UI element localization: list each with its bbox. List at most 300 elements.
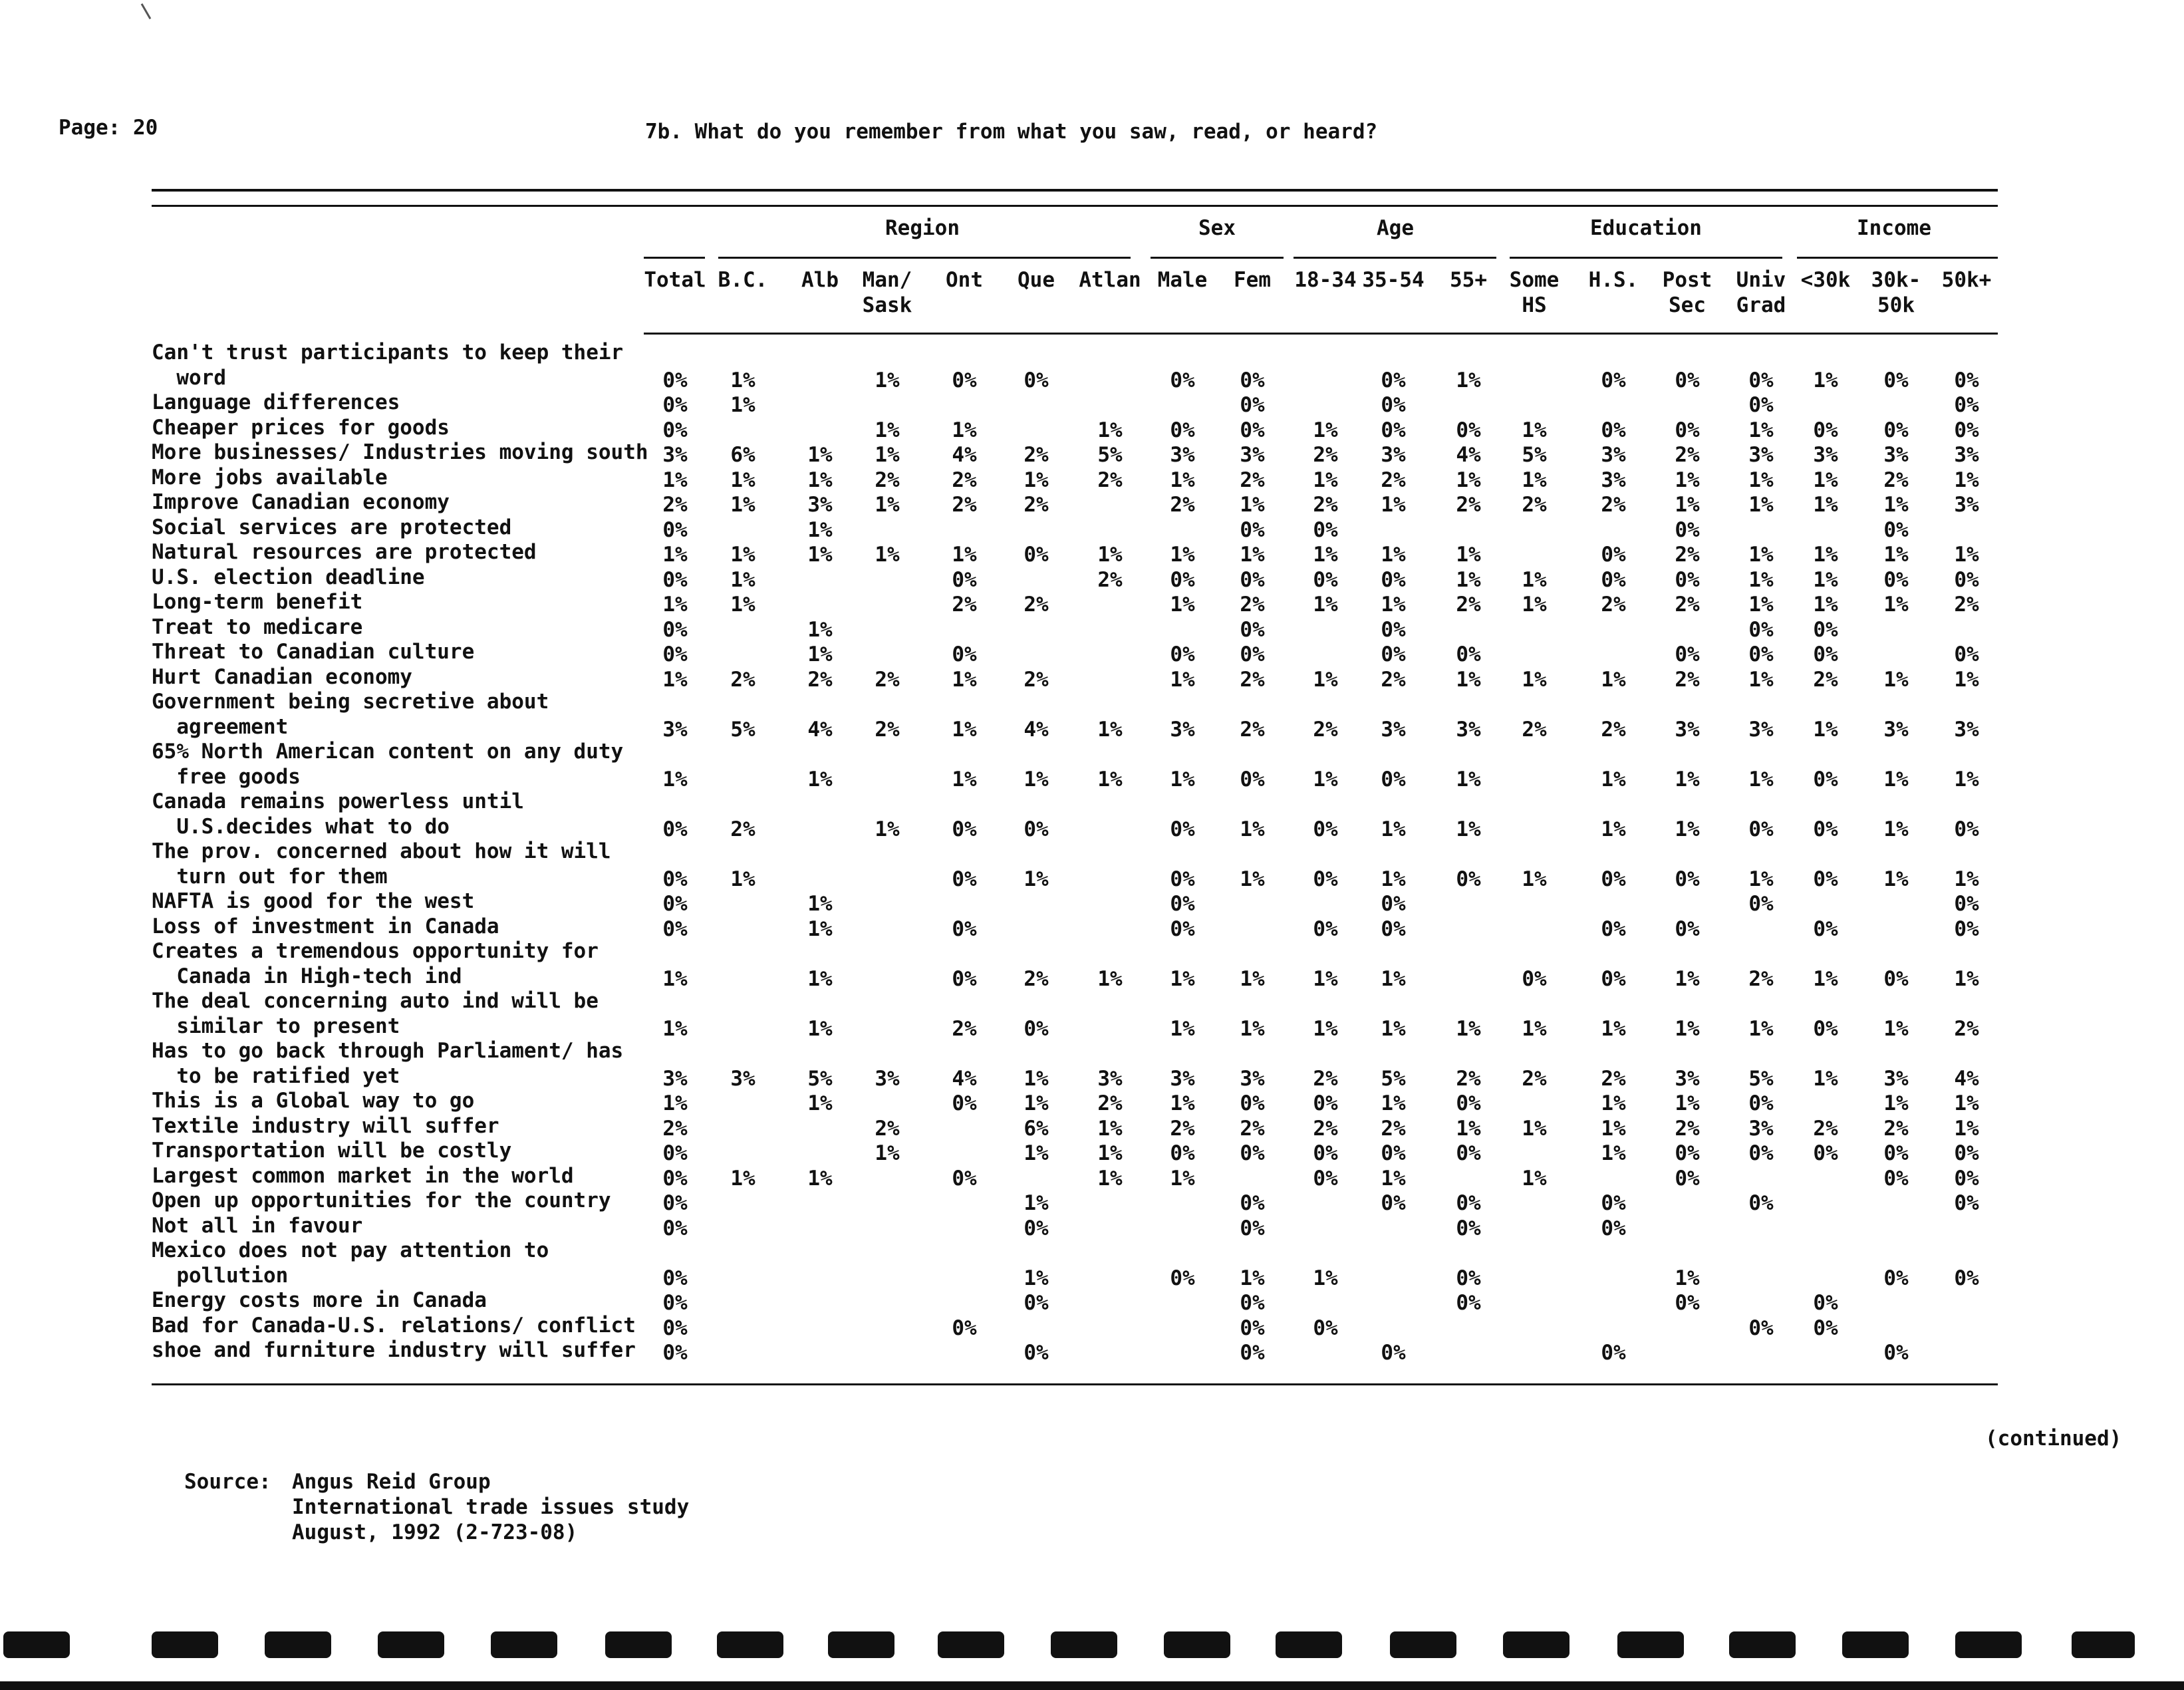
table-cell: 0%: [1240, 1216, 1265, 1240]
table-cell: 0%: [1601, 1216, 1626, 1240]
table-cell: 2%: [1954, 1016, 1979, 1041]
row-label: More jobs available: [152, 465, 388, 490]
table-cell: 1%: [807, 916, 833, 941]
table-cell: 0%: [1748, 393, 1774, 417]
punch-strip-mark: [1617, 1631, 1684, 1658]
row-label: pollution: [152, 1263, 289, 1288]
table-cell: 0%: [1313, 1141, 1338, 1165]
table-cell: 2%: [1456, 493, 1481, 517]
row-label: turn out for them: [152, 864, 388, 889]
table-cell: 3%: [1240, 443, 1265, 467]
group-label: Region: [885, 216, 960, 240]
row-label: Threat to Canadian culture: [152, 640, 475, 664]
table-cell: 5%: [807, 1066, 833, 1091]
row-label: Social services are protected: [152, 515, 512, 539]
table-cell: 0%: [1813, 867, 1838, 891]
table-cell: 0%: [952, 966, 977, 991]
table-cell: 2%: [1170, 1116, 1195, 1141]
column-header: Post Sec: [1662, 268, 1712, 317]
table-cell: 6%: [1024, 1116, 1049, 1141]
table-cell: 1%: [1748, 593, 1774, 617]
table-cell: 1%: [1601, 1141, 1626, 1165]
table-cell: 0%: [1240, 567, 1265, 592]
table-cell: 0%: [1313, 1166, 1338, 1191]
table-cell: 1%: [1313, 966, 1338, 991]
table-cell: 0%: [1024, 368, 1049, 392]
table-cell: 0%: [1522, 966, 1547, 991]
table-cell: 0%: [1456, 642, 1481, 666]
table-cell: 4%: [1954, 1066, 1979, 1091]
table-cell: 1%: [1522, 418, 1547, 442]
punch-strip-mark: [491, 1631, 557, 1658]
table-cell: 1%: [1024, 1141, 1049, 1165]
row-label: Treat to medicare: [152, 615, 363, 639]
table-cell: 0%: [1813, 642, 1838, 666]
table-cell: 2%: [1097, 1091, 1123, 1115]
table-cell: 3%: [1170, 443, 1195, 467]
table-cell: 1%: [1883, 767, 1909, 791]
table-cell: 1%: [1813, 543, 1838, 567]
table-cell: 1%: [1954, 468, 1979, 492]
table-cell: 0%: [1381, 368, 1406, 392]
table-cell: 0%: [1748, 1141, 1774, 1165]
row-label: Improve Canadian economy: [152, 490, 450, 514]
table-cell: 1%: [730, 368, 755, 392]
table-cell: 0%: [1456, 1216, 1481, 1240]
table-cell: 1%: [1097, 717, 1123, 742]
table-cell: 1%: [952, 667, 977, 692]
table-cell: 0%: [952, 1316, 977, 1340]
table-cell: 1%: [1170, 667, 1195, 692]
table-cell: 1%: [1381, 817, 1406, 841]
table-cell: 1%: [1456, 1016, 1481, 1041]
table-cell: 0%: [1601, 966, 1626, 991]
table-cell: 1%: [1748, 767, 1774, 791]
table-cell: 0%: [1813, 1141, 1838, 1165]
column-header: 18-34: [1294, 268, 1357, 292]
table-cell: 0%: [1954, 817, 1979, 841]
table-cell: 1%: [662, 468, 688, 492]
row-label: Bad for Canada-U.S. relations/ conflict: [152, 1313, 636, 1338]
punch-strip-mark: [265, 1631, 331, 1658]
column-header: <30k: [1800, 268, 1851, 292]
table-cell: 1%: [1954, 867, 1979, 891]
table-cell: 2%: [1313, 1116, 1338, 1141]
table-cell: 2%: [1954, 593, 1979, 617]
table-cell: 0%: [1024, 543, 1049, 567]
source-label: Source:: [184, 1470, 271, 1494]
table-cell: 1%: [730, 468, 755, 492]
table-cell: 1%: [1883, 543, 1909, 567]
punch-strip-mark: [1955, 1631, 2022, 1658]
row-label: agreement: [152, 714, 289, 739]
table-cell: 0%: [1954, 892, 1979, 916]
row-label: U.S. election deadline: [152, 565, 425, 589]
table-cell: 1%: [875, 543, 900, 567]
table-cell: 0%: [1170, 817, 1195, 841]
table-cell: 0%: [1024, 817, 1049, 841]
table-cell: 0%: [1456, 1266, 1481, 1290]
row-label: Canada remains powerless until: [152, 789, 524, 813]
table-cell: 2%: [1170, 493, 1195, 517]
table-cell: 3%: [1601, 468, 1626, 492]
table-cell: 2%: [1601, 717, 1626, 742]
table-cell: 2%: [1313, 1066, 1338, 1091]
punch-strip-mark: [1051, 1631, 1117, 1658]
punch-strip-mark: [152, 1631, 218, 1658]
table-cell: 1%: [1748, 667, 1774, 692]
table-cell: 2%: [1675, 667, 1700, 692]
group-underline: [718, 257, 1131, 259]
row-label: Open up opportunities for the country: [152, 1189, 611, 1212]
row-label: to be ratified yet: [152, 1063, 400, 1088]
table-cell: 0%: [1748, 368, 1774, 392]
table-cell: 1%: [1675, 1266, 1700, 1290]
row-label: U.S.decides what to do: [152, 814, 450, 839]
table-cell: 0%: [1813, 1291, 1838, 1315]
table-cell: 0%: [662, 1166, 688, 1191]
table-cell: 1%: [1813, 567, 1838, 592]
table-cell: 3%: [730, 1066, 755, 1091]
table-cell: 0%: [1313, 567, 1338, 592]
page-number: Page: 20: [59, 116, 158, 140]
table-cell: 1%: [1097, 418, 1123, 442]
table-cell: 1%: [1381, 867, 1406, 891]
row-label: Cheaper prices for goods: [152, 415, 450, 440]
table-cell: 1%: [1813, 717, 1838, 742]
table-cell: 1%: [1813, 1066, 1838, 1091]
table-cell: 1%: [1883, 867, 1909, 891]
table-cell: 0%: [662, 867, 688, 891]
table-cell: 1%: [1313, 418, 1338, 442]
table-cell: 1%: [1456, 767, 1481, 791]
group-label: Age: [1377, 216, 1414, 240]
table-cell: 1%: [1170, 1166, 1195, 1191]
table-cell: 0%: [662, 567, 688, 592]
table-cell: 0%: [1954, 567, 1979, 592]
row-label: Largest common market in the world: [152, 1163, 574, 1188]
table-cell: 3%: [1748, 1116, 1774, 1141]
column-header-rule: [644, 333, 1998, 335]
table-cell: 1%: [1170, 468, 1195, 492]
table-cell: 1%: [1601, 1016, 1626, 1041]
table-cell: 3%: [1883, 1066, 1909, 1091]
table-cell: 0%: [662, 368, 688, 392]
table-cell: 1%: [1097, 767, 1123, 791]
table-cell: 0%: [662, 1291, 688, 1315]
total-underline: [644, 257, 705, 259]
table-cell: 2%: [1381, 1116, 1406, 1141]
table-cell: 1%: [1240, 966, 1265, 991]
table-cell: 1%: [1522, 1016, 1547, 1041]
table-cell: 1%: [807, 443, 833, 467]
table-cell: 1%: [1813, 493, 1838, 517]
table-cell: 1%: [1883, 493, 1909, 517]
table-cell: 0%: [662, 1266, 688, 1290]
table-cell: 1%: [662, 767, 688, 791]
table-cell: 0%: [1748, 817, 1774, 841]
table-cell: 0%: [1313, 1091, 1338, 1115]
table-cell: 2%: [1024, 966, 1049, 991]
table-cell: 1%: [1675, 468, 1700, 492]
table-cell: 0%: [1456, 418, 1481, 442]
table-cell: 1%: [1381, 493, 1406, 517]
table-cell: 0%: [1456, 1141, 1481, 1165]
table-cell: 3%: [1954, 717, 1979, 742]
table-cell: 2%: [952, 593, 977, 617]
group-underline: [1797, 257, 1998, 259]
table-cell: 1%: [1883, 667, 1909, 692]
table-cell: 1%: [1954, 667, 1979, 692]
table-cell: 0%: [1675, 368, 1700, 392]
table-cell: 1%: [1097, 966, 1123, 991]
table-cell: 1%: [1240, 867, 1265, 891]
table-cell: 5%: [730, 717, 755, 742]
table-cell: 0%: [1170, 892, 1195, 916]
column-header: 55+: [1450, 268, 1487, 292]
table-cell: 0%: [1240, 617, 1265, 642]
table-cell: 2%: [662, 493, 688, 517]
table-cell: 0%: [1240, 1341, 1265, 1365]
table-cell: 0%: [1240, 1291, 1265, 1315]
table-cell: 0%: [1813, 767, 1838, 791]
continued-note: (continued): [1985, 1427, 2122, 1451]
column-header: Alb: [801, 268, 839, 292]
table-cell: 1%: [1381, 966, 1406, 991]
table-cell: 2%: [1097, 468, 1123, 492]
table-cell: 1%: [875, 493, 900, 517]
row-label: Creates a tremendous opportunity for: [152, 939, 599, 963]
table-cell: 2%: [1601, 493, 1626, 517]
table-cell: 1%: [1456, 817, 1481, 841]
table-cell: 2%: [952, 468, 977, 492]
table-cell: 2%: [1675, 1116, 1700, 1141]
table-cell: 1%: [730, 493, 755, 517]
table-cell: 0%: [1883, 368, 1909, 392]
source-organization: Angus Reid Group: [292, 1470, 491, 1494]
source-date: August, 1992 (2-723-08): [292, 1520, 578, 1544]
table-cell: 3%: [1381, 443, 1406, 467]
table-cell: 1%: [1313, 593, 1338, 617]
table-cell: 1%: [1675, 1091, 1700, 1115]
table-cell: 3%: [662, 717, 688, 742]
table-cell: 0%: [1313, 867, 1338, 891]
table-cell: 3%: [1954, 493, 1979, 517]
table-cell: 1%: [1381, 1166, 1406, 1191]
table-cell: 0%: [1024, 1016, 1049, 1041]
table-cell: 1%: [1813, 593, 1838, 617]
punch-strip-mark: [1842, 1631, 1909, 1658]
table-cell: 2%: [1675, 543, 1700, 567]
punch-strip-mark: [2072, 1631, 2135, 1658]
table-cell: 2%: [1313, 493, 1338, 517]
table-cell: 1%: [1024, 468, 1049, 492]
table-cell: 0%: [1601, 418, 1626, 442]
table-cell: 1%: [662, 1016, 688, 1041]
row-label: More businesses/ Industries moving south: [152, 440, 648, 464]
table-cell: 3%: [1097, 1066, 1123, 1091]
table-cell: 0%: [1813, 1016, 1838, 1041]
table-cell: 0%: [662, 418, 688, 442]
table-cell: 0%: [1601, 567, 1626, 592]
table-cell: 0%: [662, 892, 688, 916]
table-cell: 3%: [1883, 443, 1909, 467]
table-cell: 1%: [1456, 468, 1481, 492]
header-rule: [152, 205, 1998, 207]
table-cell: 0%: [662, 1316, 688, 1340]
row-label: 65% North American content on any duty: [152, 740, 624, 764]
table-cell: 0%: [1954, 368, 1979, 392]
table-cell: 0%: [662, 617, 688, 642]
table-cell: 2%: [1883, 1116, 1909, 1141]
table-cell: 0%: [1381, 567, 1406, 592]
column-header: Man/ Sask: [862, 268, 912, 317]
table-cell: 1%: [730, 867, 755, 891]
table-cell: 2%: [807, 667, 833, 692]
table-cell: 0%: [1813, 817, 1838, 841]
table-cell: 1%: [952, 717, 977, 742]
table-cell: 0%: [1813, 916, 1838, 941]
table-cell: 0%: [1240, 1141, 1265, 1165]
table-cell: 2%: [1883, 468, 1909, 492]
group-label: Sex: [1198, 216, 1236, 240]
table-cell: 3%: [1954, 443, 1979, 467]
group-label: Education: [1590, 216, 1702, 240]
table-cell: 0%: [952, 916, 977, 941]
table-cell: 0%: [1170, 1141, 1195, 1165]
table-cell: 0%: [1381, 767, 1406, 791]
table-cell: 0%: [1675, 867, 1700, 891]
table-cell: 4%: [952, 443, 977, 467]
row-label: Long-term benefit: [152, 590, 363, 614]
table-cell: 2%: [1456, 1066, 1481, 1091]
row-label: Natural resources are protected: [152, 540, 537, 564]
table-cell: 0%: [1748, 642, 1774, 666]
table-cell: 1%: [1381, 543, 1406, 567]
table-cell: 1%: [1024, 1191, 1049, 1215]
table-cell: 2%: [1601, 1066, 1626, 1091]
table-cell: 2%: [730, 667, 755, 692]
table-cell: 1%: [952, 418, 977, 442]
table-cell: 0%: [1748, 1316, 1774, 1340]
table-cell: 0%: [1240, 1316, 1265, 1340]
table-cell: 1%: [1313, 1016, 1338, 1041]
table-cell: 0%: [1748, 892, 1774, 916]
row-label: Loss of investment in Canada: [152, 914, 499, 938]
table-cell: 0%: [1381, 1141, 1406, 1165]
table-cell: 0%: [1954, 916, 1979, 941]
table-cell: 0%: [1954, 1166, 1979, 1191]
table-cell: 0%: [1381, 642, 1406, 666]
column-header: Atlan: [1079, 268, 1141, 292]
table-cell: 3%: [1675, 717, 1700, 742]
table-cell: 3%: [662, 1066, 688, 1091]
table-cell: 1%: [1883, 1091, 1909, 1115]
table-cell: 0%: [1381, 1341, 1406, 1365]
table-cell: 1%: [1813, 468, 1838, 492]
table-cell: 1%: [1097, 1166, 1123, 1191]
table-cell: 1%: [1170, 1016, 1195, 1041]
table-cell: 0%: [1954, 1141, 1979, 1165]
table-cell: 0%: [1601, 916, 1626, 941]
table-cell: 2%: [875, 667, 900, 692]
row-label: Hurt Canadian economy: [152, 664, 412, 689]
table-cell: 1%: [1954, 543, 1979, 567]
table-cell: 0%: [1313, 517, 1338, 542]
punch-strip-mark: [717, 1631, 783, 1658]
table-cell: 1%: [807, 468, 833, 492]
column-header: Que: [1018, 268, 1055, 292]
table-cell: 4%: [807, 717, 833, 742]
table-cell: 1%: [1954, 1091, 1979, 1115]
table-cell: 0%: [1381, 916, 1406, 941]
table-cell: 1%: [662, 966, 688, 991]
table-cell: 1%: [1097, 1141, 1123, 1165]
table-cell: 1%: [730, 393, 755, 417]
row-label: Energy costs more in Canada: [152, 1288, 487, 1312]
table-cell: 0%: [1883, 567, 1909, 592]
table-cell: 1%: [1240, 1266, 1265, 1290]
table-cell: 0%: [952, 867, 977, 891]
top-rule: [152, 189, 1998, 192]
table-cell: 0%: [1170, 642, 1195, 666]
table-cell: 1%: [1675, 966, 1700, 991]
table-cell: 1%: [1675, 493, 1700, 517]
table-cell: 1%: [1170, 966, 1195, 991]
table-cell: 2%: [1024, 443, 1049, 467]
table-cell: 1%: [1381, 1016, 1406, 1041]
table-cell: 0%: [1601, 368, 1626, 392]
table-cell: 1%: [807, 966, 833, 991]
table-cell: 1%: [875, 1141, 900, 1165]
table-cell: 0%: [662, 517, 688, 542]
table-cell: 0%: [1456, 1291, 1481, 1315]
row-label: word: [152, 365, 226, 390]
column-header: H.S.: [1588, 268, 1639, 292]
punch-strip-mark: [3, 1631, 70, 1658]
table-cell: 1%: [807, 617, 833, 642]
row-label: Government being secretive about: [152, 690, 549, 714]
table-cell: 0%: [1675, 916, 1700, 941]
table-cell: 0%: [1381, 393, 1406, 417]
table-cell: 0%: [1883, 517, 1909, 542]
table-cell: 5%: [1097, 443, 1123, 467]
table-cell: 1%: [1601, 817, 1626, 841]
column-header: B.C.: [718, 268, 768, 292]
table-cell: 2%: [952, 493, 977, 517]
table-cell: 2%: [1675, 593, 1700, 617]
table-cell: 1%: [807, 1016, 833, 1041]
table-cell: 1%: [1748, 567, 1774, 592]
group-label: Income: [1857, 216, 1931, 240]
row-label: This is a Global way to go: [152, 1089, 475, 1113]
table-cell: 1%: [1522, 1116, 1547, 1141]
table-cell: 1%: [1522, 667, 1547, 692]
table-cell: 2%: [1381, 667, 1406, 692]
table-cell: 1%: [1097, 1116, 1123, 1141]
row-label: Has to go back through Parliament/ has: [152, 1039, 624, 1063]
table-cell: 1%: [1522, 593, 1547, 617]
table-cell: 2%: [875, 1116, 900, 1141]
table-cell: 0%: [1240, 368, 1265, 392]
table-cell: 1%: [1954, 767, 1979, 791]
table-cell: 3%: [1813, 443, 1838, 467]
table-cell: 1%: [1883, 593, 1909, 617]
table-cell: 0%: [1748, 1091, 1774, 1115]
table-cell: 1%: [1240, 543, 1265, 567]
table-cell: 1%: [1813, 966, 1838, 991]
table-cell: 1%: [1240, 817, 1265, 841]
